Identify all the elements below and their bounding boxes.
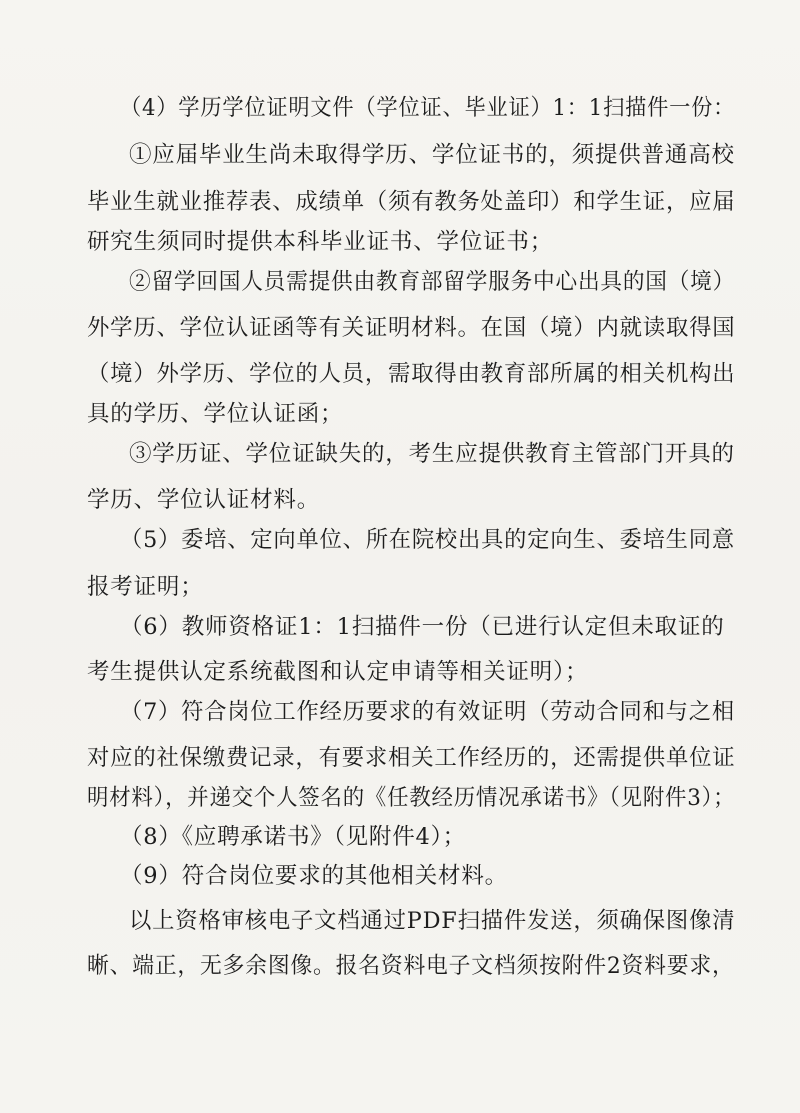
text-line: 研究生须同时提供本科毕业证书、学位证书；	[87, 229, 554, 255]
text-line: 明材料），并递交个人签名的《任教经历情况承诺书》（见附件3）；	[87, 785, 736, 811]
text-line: 学历、学位认证材料。	[87, 487, 321, 513]
text-line: 报考证明；	[87, 574, 204, 600]
text-line: （9）符合岗位要求的其他相关材料。	[120, 863, 508, 889]
text-line: （4）学历学位证明文件（学位证、毕业证）1：1扫描件一份：	[120, 95, 736, 121]
text-line: 晰、端正，无多余图像。报名资料电子文档须按附件2资料要求，	[87, 953, 735, 979]
text-line: （6）教师资格证1：1扫描件一份（已进行认定但未取证的	[120, 614, 725, 640]
text-line: 以上资格审核电子文档通过PDF扫描件发送，须确保图像清	[129, 908, 736, 934]
text-line: ①应届毕业生尚未取得学历、学位证书的，须提供普通高校	[129, 142, 735, 168]
text-line: ②留学回国人员需提供由教育部留学服务中心出具的国（境）	[129, 269, 736, 295]
text-line: （5）委培、定向单位、所在院校出具的定向生、委培生同意	[120, 527, 735, 553]
text-line: 考生提供认定系统截图和认定申请等相关证明）；	[87, 659, 589, 685]
text-line: ③学历证、学位证缺失的，考生应提供教育主管部门开具的	[129, 441, 735, 467]
text-line: 外学历、学位认证函等有关证明材料。在国（境）内就读取得国	[87, 315, 736, 341]
text-line: 对应的社保缴费记录，有要求相关工作经历的，还需提供单位证	[87, 745, 736, 771]
text-line: （7）符合岗位工作经历要求的有效证明（劳动合同和与之相	[120, 699, 735, 725]
text-line: 具的学历、学位认证函；	[87, 401, 344, 427]
text-line: 毕业生就业推荐表、成绩单（须有教务处盖印）和学生证，应届	[87, 189, 736, 215]
text-line: （8）《应聘承诺书》（见附件4）；	[120, 824, 466, 850]
text-line: （境）外学历、学位的人员，需取得由教育部所属的相关机构出	[87, 361, 736, 387]
